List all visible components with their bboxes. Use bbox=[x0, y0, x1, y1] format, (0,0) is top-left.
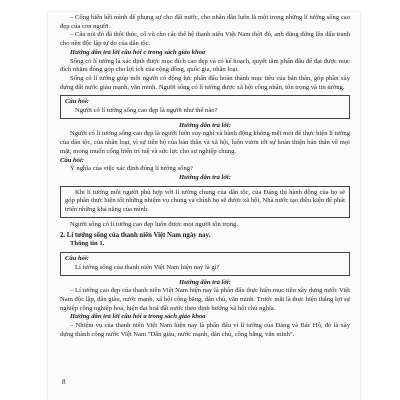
question-text: Người có lí tưởng sống cao đẹp là người như thế nào? bbox=[75, 107, 218, 115]
question-label: Câu hỏi: bbox=[65, 255, 90, 263]
answer-heading: Hướng dẫn trả lời: bbox=[179, 173, 231, 181]
question-box bbox=[60, 252, 350, 275]
page-content bbox=[60, 14, 350, 340]
guide-heading: Hướng dẫn trả lời câu hỏi c trong sách giáo khoa bbox=[70, 48, 206, 56]
question-label: Câu hỏi: bbox=[60, 156, 85, 164]
question-box bbox=[60, 95, 350, 118]
question-label: Câu hỏi: bbox=[65, 98, 90, 106]
paragraph: Sống có lí tưởng là xác định được mục đích cao đẹp và có kế hoạch, quyết tâm phấn đấu để đạt được mục đích nhằm đóng góp cho lợi ích của cộng đồng, quốc gia, nhân loại. bbox=[60, 57, 350, 74]
paragraph: Khi lí tưởng mỗi người phù hợp với lí tưởng chung của dân tộc, của Đảng thì hành động của họ sẽ góp phần thực hiện tốt những nhiệm vụ chung và chính họ sẽ được xã hội, Nhà nước tạo điều kiện để phát triển những khả năng của mình. bbox=[65, 188, 346, 214]
question-text: Ý nghĩa của việc xác định đúng lí tưởng sống? bbox=[70, 165, 193, 173]
paragraph: – Nhiệm vụ của thanh niên Việt Nam hiện nay là phấn đấu vì lí tưởng của Đảng và Bác Hồ, đó là xây dựng thành công nước Việt Nam "Dân giàu, nước mạnh, dân chủ, công bằng, văn minh". bbox=[60, 322, 350, 338]
section-title: 2. Lí tưởng sống của thanh niên Việt Nam ngày nay. bbox=[60, 232, 211, 240]
answer-box bbox=[60, 186, 350, 218]
info-label: Thông tin 1. bbox=[70, 240, 105, 248]
question-text: Lí tưởng sống của thanh niên Việt Nam hiện nay là gì? bbox=[75, 263, 220, 271]
paragraph: – Câu nói đó đã thôi thúc, cổ vũ cho các thế hệ thanh niên Việt Nam thời đó, anh dũng đứng lên đấu tranh cho nền độc lập tự do của dân tộc. bbox=[60, 31, 350, 48]
guide-heading: Hướng dẫn trả lời câu hỏi a trong sách giáo khoa bbox=[70, 313, 206, 321]
answer-heading: Hướng dẫn trả lời: bbox=[179, 121, 231, 129]
paragraph: – Lí tưởng cao đẹp của thanh niên Việt Nam hiện nay là phấn đấu thực hiện mục tiêu xây dựng nước Việt Nam độc lập, dân giàu, nước mạnh, xã hội công bằng, dân chủ, văn minh. Trước mắt là thực hiện thắng lợi sự nghiệp công nghiệp hoá, hiện đại hoá đất nước theo định hướng xã hội chủ nghĩa. bbox=[60, 287, 350, 312]
paragraph: Sống có lí tưởng giúp mỗi người có động lực phấn đấu hoàn thành mục tiêu của bản thân, góp phần xây dựng đất nước giàu mạnh, văn minh. Người sống có lí tưởng được xã hội công nhận, tôn trọng và tin tưởng. bbox=[60, 74, 350, 91]
answer-heading: Hướng dẫn trả lời: bbox=[179, 278, 231, 286]
page-number: 8 bbox=[62, 378, 66, 386]
paragraph: – Cống hiến hết mình để phụng sự cho đất nước, cho nhân dân luôn là một trong những lí tưởng sống cao đẹp của con người. bbox=[60, 14, 350, 30]
paragraph: Người có lí tưởng sống cao đẹp là người luôn suy nghĩ và hành động không mệt mỏi để thực hiện lí tưởng của dân tộc, của nhân loại, vì sự tiến bộ của bản thân và xã hội, luôn vươn tới sự hoàn thiện bản thân về mọi mặt, mong muốn cống hiến trí tuệ và sức lực cho sự nghiệp chung. bbox=[60, 130, 350, 155]
paragraph: Người sống có lí tưởng cao đẹp luôn được mọi người tôn trọng. bbox=[70, 220, 238, 228]
